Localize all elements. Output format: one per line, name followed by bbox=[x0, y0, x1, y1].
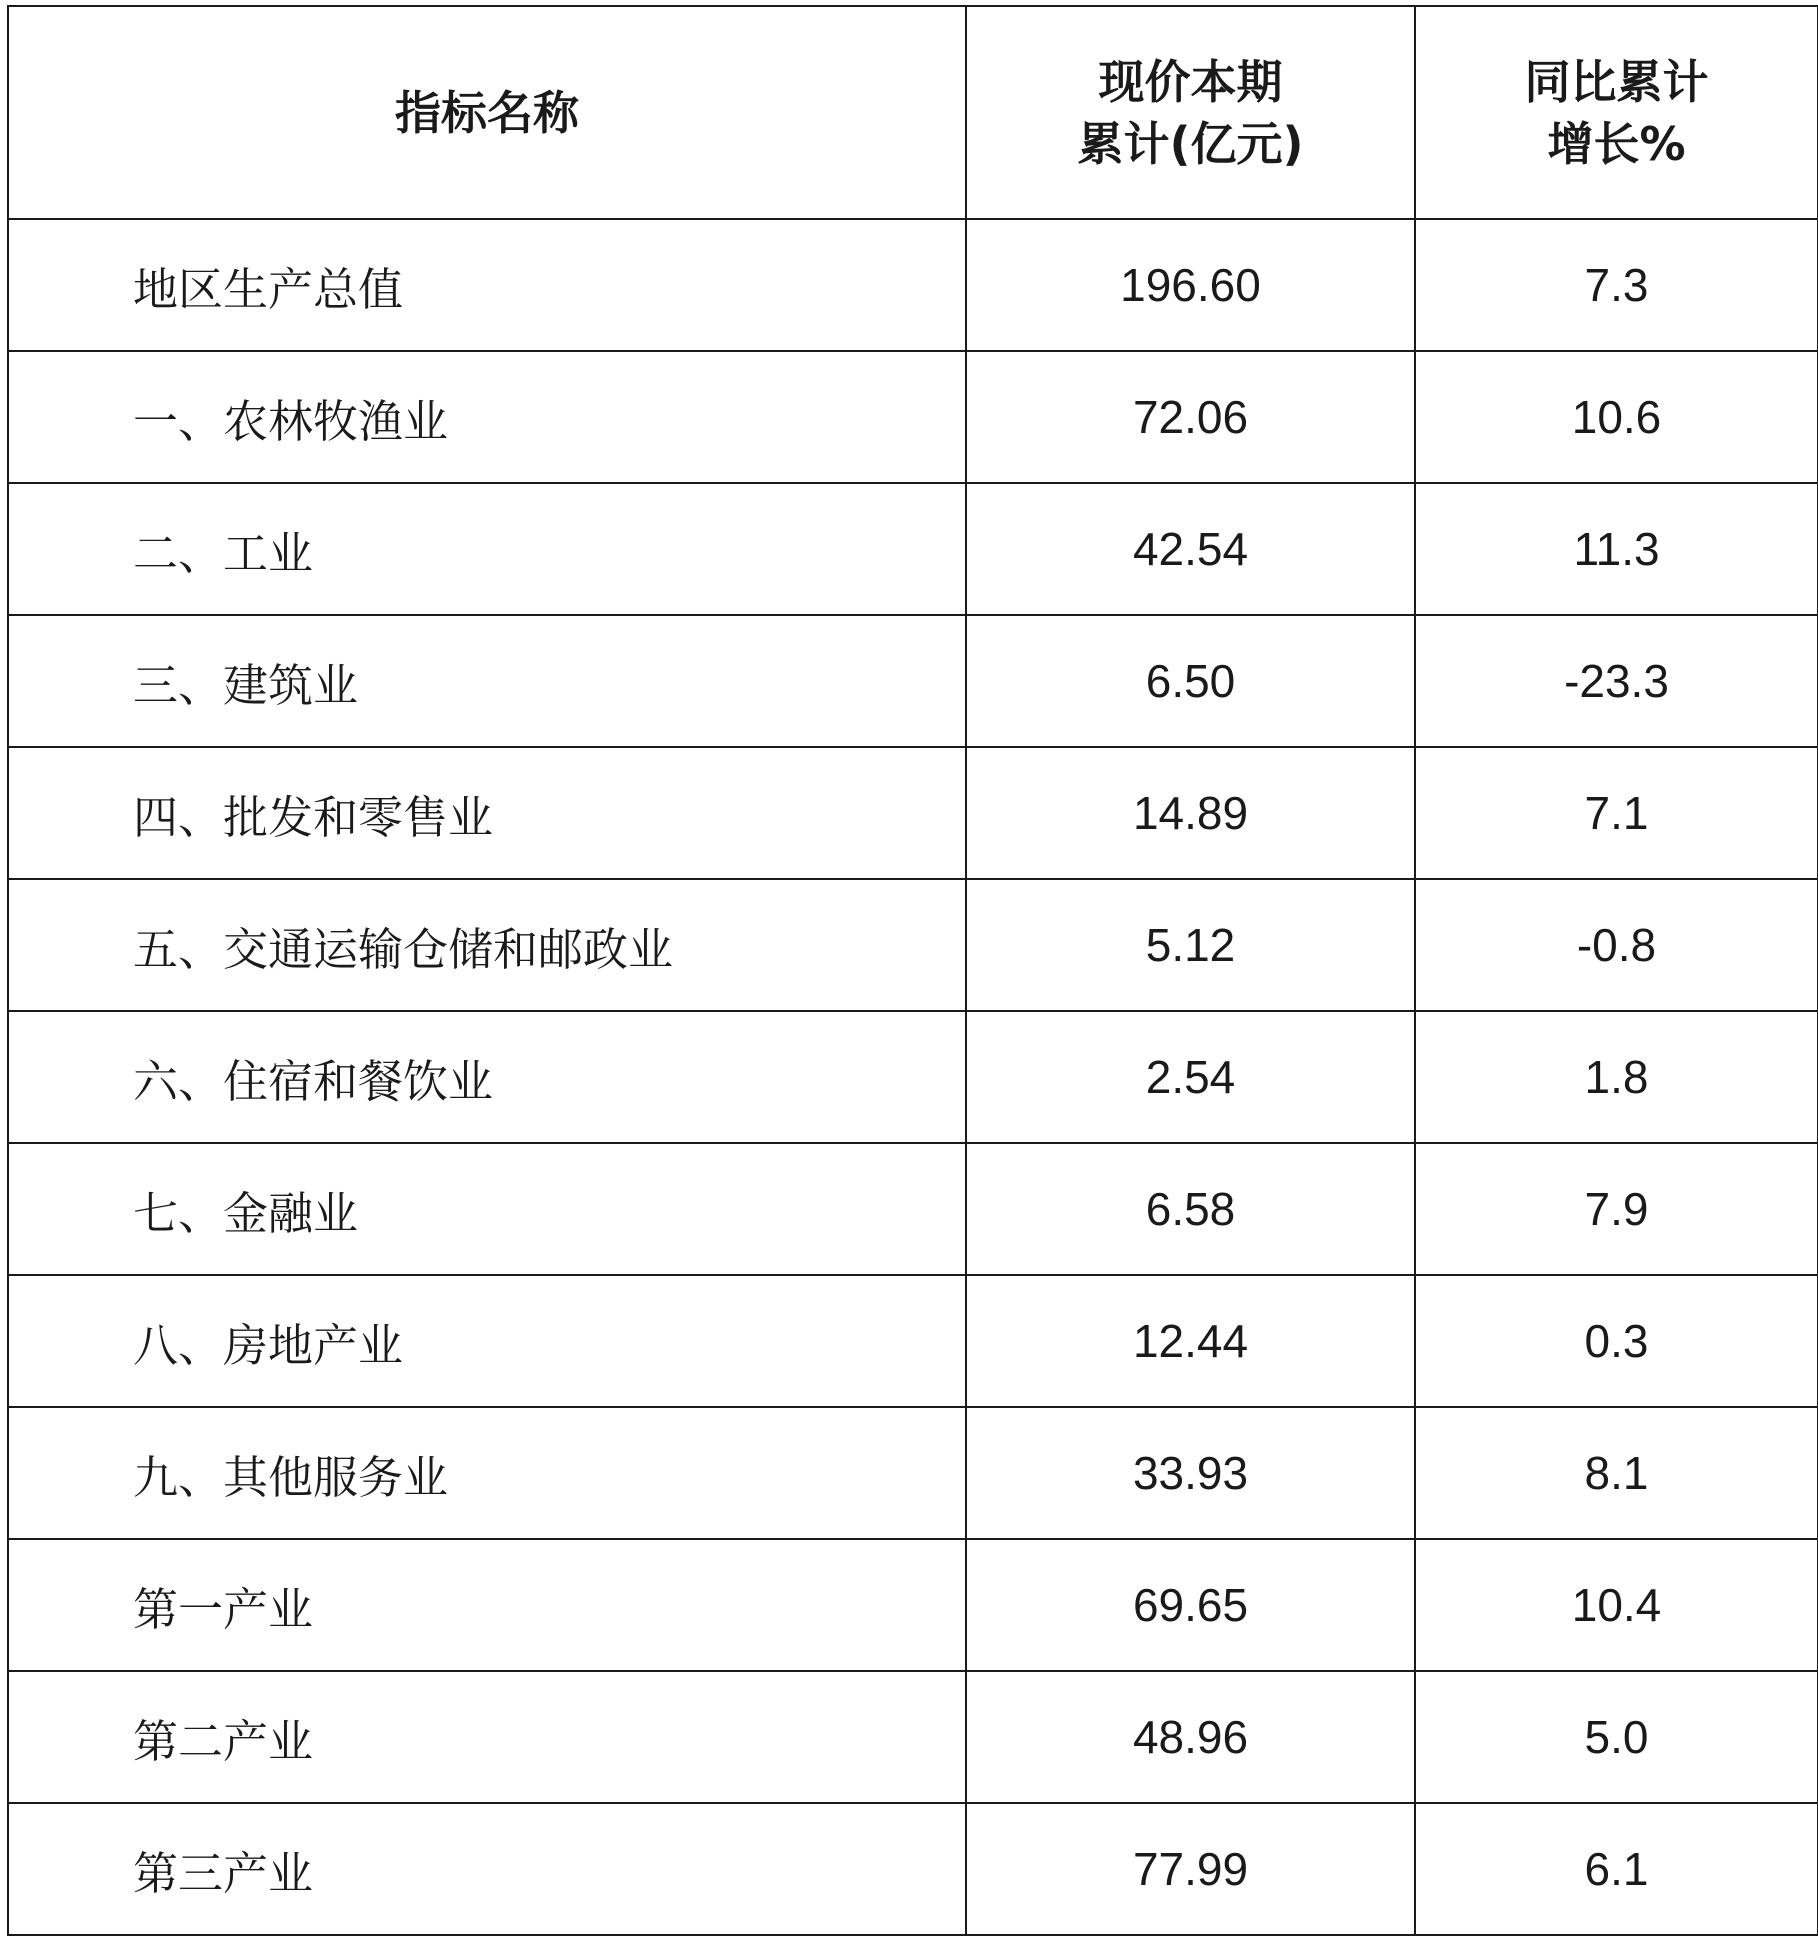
row-current-value: 42.54 bbox=[966, 483, 1415, 615]
row-indicator-name: 第一产业 bbox=[8, 1539, 966, 1671]
table-row bbox=[8, 1143, 1818, 1275]
row-indicator-name: 地区生产总值 bbox=[8, 219, 966, 351]
row-current-value: 77.99 bbox=[966, 1803, 1415, 1935]
row-yoy-growth: 8.1 bbox=[1415, 1407, 1818, 1539]
row-current-value: 6.50 bbox=[966, 615, 1415, 747]
row-yoy-growth: 11.3 bbox=[1415, 483, 1818, 615]
header-yoy-growth bbox=[1415, 6, 1818, 219]
table-row bbox=[8, 1407, 1818, 1539]
row-current-value: 2.54 bbox=[966, 1011, 1415, 1143]
table-row bbox=[8, 1671, 1818, 1803]
row-yoy-growth: -23.3 bbox=[1415, 615, 1818, 747]
header-yoy-growth-line-2: 增长% bbox=[1547, 116, 1686, 171]
row-yoy-growth: -0.8 bbox=[1415, 879, 1818, 1011]
row-yoy-growth: 0.3 bbox=[1415, 1275, 1818, 1407]
header-indicator-name-line-1: 指标名称 bbox=[395, 85, 579, 140]
row-current-value: 5.12 bbox=[966, 879, 1415, 1011]
row-indicator-name: 第三产业 bbox=[8, 1803, 966, 1935]
table-row bbox=[8, 219, 1818, 351]
table-row bbox=[8, 1275, 1818, 1407]
row-current-value: 48.96 bbox=[966, 1671, 1415, 1803]
table-row bbox=[8, 1539, 1818, 1671]
row-current-value: 69.65 bbox=[966, 1539, 1415, 1671]
header-current-value bbox=[966, 6, 1415, 219]
table-row bbox=[8, 351, 1818, 483]
row-indicator-name: 九、其他服务业 bbox=[8, 1407, 966, 1539]
table-header-row bbox=[8, 6, 1818, 219]
table-row bbox=[8, 879, 1818, 1011]
table-row bbox=[8, 1803, 1818, 1935]
row-current-value: 196.60 bbox=[966, 219, 1415, 351]
table-row bbox=[8, 615, 1818, 747]
statistics-table bbox=[7, 5, 1818, 1936]
row-yoy-growth: 7.9 bbox=[1415, 1143, 1818, 1275]
row-indicator-name: 三、建筑业 bbox=[8, 615, 966, 747]
row-indicator-name: 六、住宿和餐饮业 bbox=[8, 1011, 966, 1143]
header-yoy-growth-line-1: 同比累计 bbox=[1524, 54, 1709, 109]
header-current-value-line-1: 现价本期 bbox=[1098, 54, 1283, 109]
row-indicator-name: 八、房地产业 bbox=[8, 1275, 966, 1407]
row-current-value: 33.93 bbox=[966, 1407, 1415, 1539]
row-current-value: 6.58 bbox=[966, 1143, 1415, 1275]
row-yoy-growth: 10.4 bbox=[1415, 1539, 1818, 1671]
table-row bbox=[8, 483, 1818, 615]
row-indicator-name: 七、金融业 bbox=[8, 1143, 966, 1275]
row-yoy-growth: 7.1 bbox=[1415, 747, 1818, 879]
row-yoy-growth: 7.3 bbox=[1415, 219, 1818, 351]
table-row bbox=[8, 747, 1818, 879]
table-row bbox=[8, 1011, 1818, 1143]
header-indicator-name bbox=[8, 6, 966, 219]
row-yoy-growth: 1.8 bbox=[1415, 1011, 1818, 1143]
row-indicator-name: 五、交通运输仓储和邮政业 bbox=[8, 879, 966, 1011]
row-yoy-growth: 6.1 bbox=[1415, 1803, 1818, 1935]
row-indicator-name: 第二产业 bbox=[8, 1671, 966, 1803]
row-current-value: 12.44 bbox=[966, 1275, 1415, 1407]
row-indicator-name: 四、批发和零售业 bbox=[8, 747, 966, 879]
row-current-value: 14.89 bbox=[966, 747, 1415, 879]
row-indicator-name: 二、工业 bbox=[8, 483, 966, 615]
row-indicator-name: 一、农林牧渔业 bbox=[8, 351, 966, 483]
row-current-value: 72.06 bbox=[966, 351, 1415, 483]
row-yoy-growth: 10.6 bbox=[1415, 351, 1818, 483]
row-yoy-growth: 5.0 bbox=[1415, 1671, 1818, 1803]
header-current-value-line-2: 累计(亿元) bbox=[1077, 116, 1304, 171]
